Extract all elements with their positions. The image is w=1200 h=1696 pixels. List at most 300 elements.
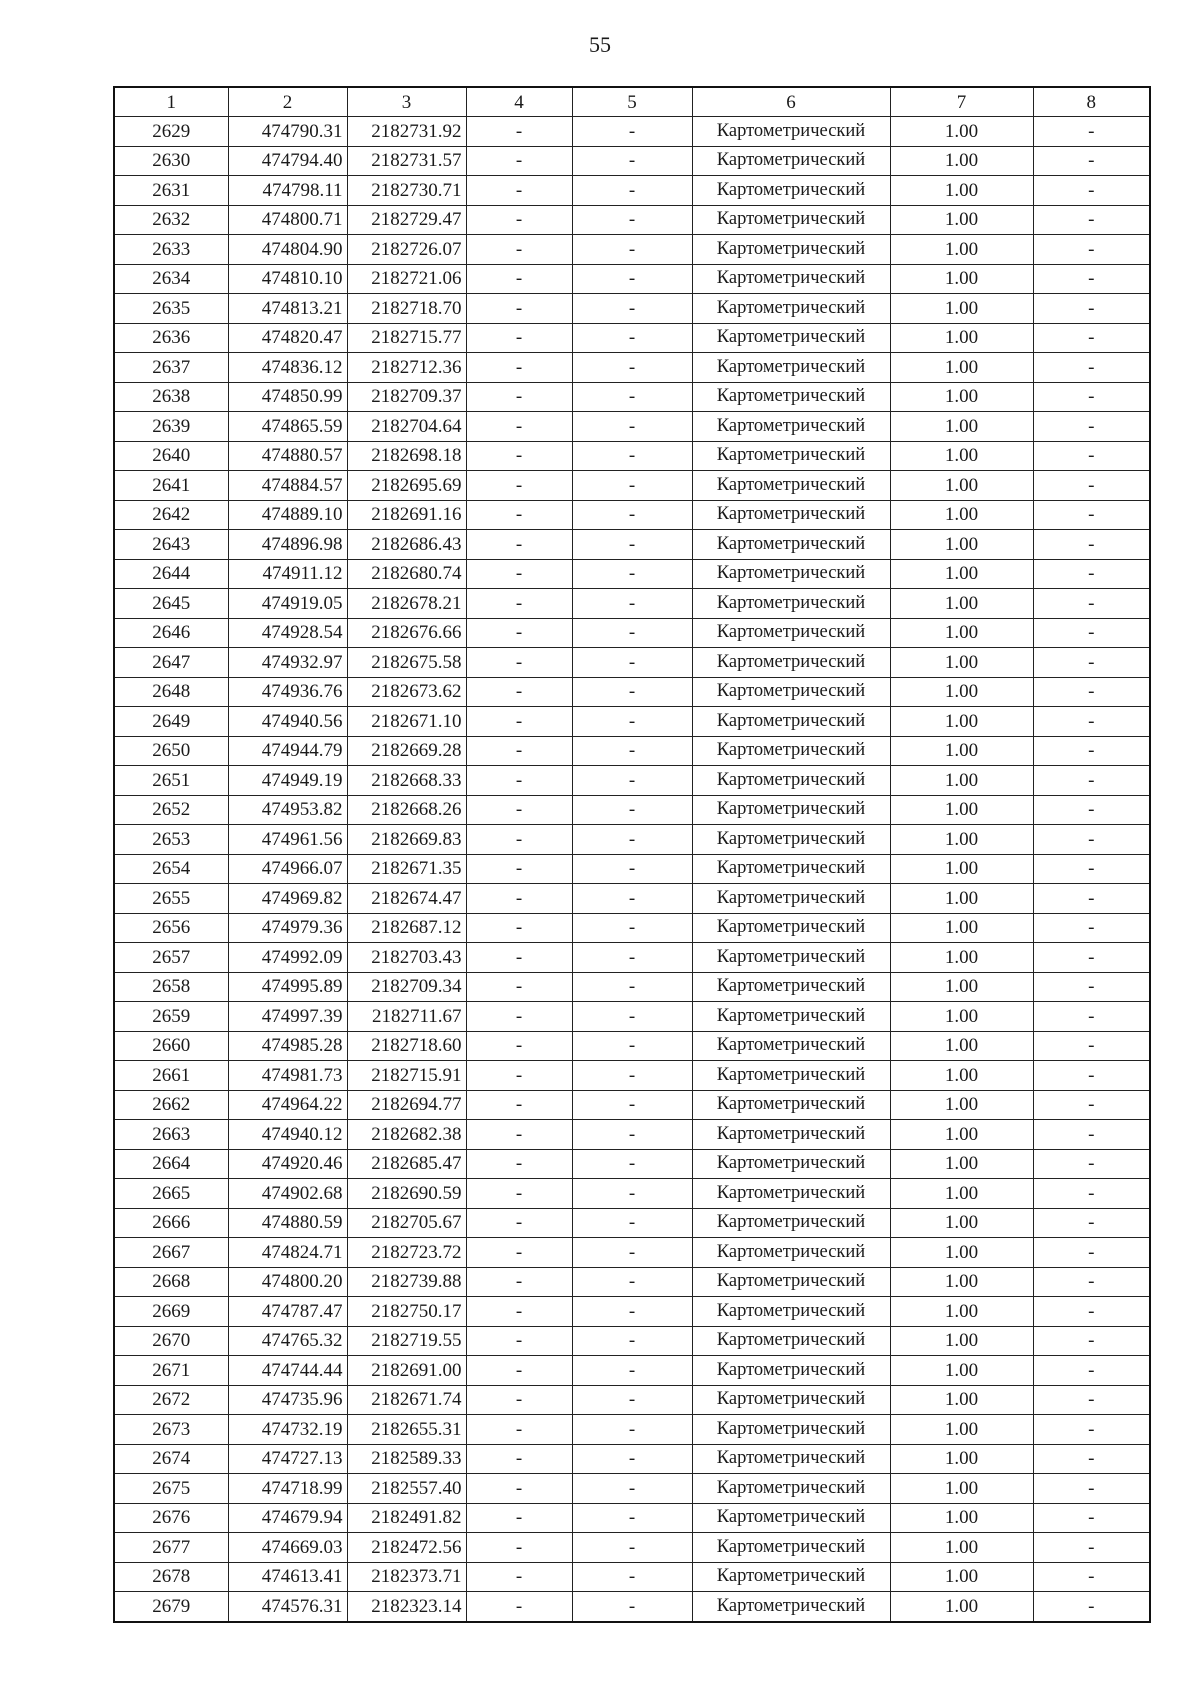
x-coordinate-cell: 474880.59 [228,1208,347,1238]
point-number-cell: 2646 [114,618,228,648]
column-8-cell: - [1033,943,1150,973]
column-8-cell: - [1033,884,1150,914]
accuracy-cell: 1.00 [890,500,1033,530]
method-cell: Картометрический [692,589,890,619]
column-5-cell: - [572,618,692,648]
y-coordinate-cell: 2182491.82 [347,1503,466,1533]
column-5-cell: - [572,117,692,147]
method-cell: Картометрический [692,1061,890,1091]
column-5-cell: - [572,1415,692,1445]
accuracy-cell: 1.00 [890,1120,1033,1150]
method-cell: Картометрический [692,884,890,914]
point-number-cell: 2663 [114,1120,228,1150]
table-row [114,1356,1150,1386]
method-cell: Картометрический [692,323,890,353]
y-coordinate-cell: 2182709.34 [347,972,466,1002]
column-4-cell: - [466,500,572,530]
point-number-cell: 2656 [114,913,228,943]
column-8-cell: - [1033,1179,1150,1209]
column-5-cell: - [572,1267,692,1297]
accuracy-cell: 1.00 [890,412,1033,442]
table-row [114,1562,1150,1592]
table-row [114,884,1150,914]
column-8-cell: - [1033,323,1150,353]
column-5-cell: - [572,766,692,796]
column-5-cell: - [572,707,692,737]
column-4-cell: - [466,1444,572,1474]
column-header: 6 [692,87,890,117]
accuracy-cell: 1.00 [890,1562,1033,1592]
method-cell: Картометрический [692,1238,890,1268]
column-8-cell: - [1033,294,1150,324]
column-8-cell: - [1033,1267,1150,1297]
x-coordinate-cell: 474880.57 [228,441,347,471]
column-4-cell: - [466,146,572,176]
y-coordinate-cell: 2182718.60 [347,1031,466,1061]
column-4-cell: - [466,1533,572,1563]
accuracy-cell: 1.00 [890,1149,1033,1179]
column-4-cell: - [466,943,572,973]
x-coordinate-cell: 474794.40 [228,146,347,176]
accuracy-cell: 1.00 [890,441,1033,471]
point-number-cell: 2634 [114,264,228,294]
coordinates-table [113,86,1151,1623]
accuracy-cell: 1.00 [890,1415,1033,1445]
method-cell: Картометрический [692,1090,890,1120]
y-coordinate-cell: 2182323.14 [347,1592,466,1622]
column-5-cell: - [572,382,692,412]
method-cell: Картометрический [692,943,890,973]
column-5-cell: - [572,1592,692,1622]
column-5-cell: - [572,559,692,589]
y-coordinate-cell: 2182674.47 [347,884,466,914]
column-5-cell: - [572,854,692,884]
x-coordinate-cell: 474679.94 [228,1503,347,1533]
point-number-cell: 2670 [114,1326,228,1356]
point-number-cell: 2657 [114,943,228,973]
column-5-cell: - [572,146,692,176]
point-number-cell: 2654 [114,854,228,884]
column-4-cell: - [466,1179,572,1209]
column-8-cell: - [1033,1061,1150,1091]
x-coordinate-cell: 474981.73 [228,1061,347,1091]
y-coordinate-cell: 2182750.17 [347,1297,466,1327]
y-coordinate-cell: 2182715.91 [347,1061,466,1091]
method-cell: Картометрический [692,707,890,737]
method-cell: Картометрический [692,412,890,442]
y-coordinate-cell: 2182676.66 [347,618,466,648]
column-header: 5 [572,87,692,117]
column-8-cell: - [1033,559,1150,589]
column-5-cell: - [572,412,692,442]
point-number-cell: 2674 [114,1444,228,1474]
column-4-cell: - [466,589,572,619]
column-4-cell: - [466,1297,572,1327]
accuracy-cell: 1.00 [890,795,1033,825]
column-8-cell: - [1033,736,1150,766]
x-coordinate-cell: 474765.32 [228,1326,347,1356]
point-number-cell: 2669 [114,1297,228,1327]
x-coordinate-cell: 474669.03 [228,1533,347,1563]
point-number-cell: 2632 [114,205,228,235]
y-coordinate-cell: 2182731.57 [347,146,466,176]
accuracy-cell: 1.00 [890,677,1033,707]
y-coordinate-cell: 2182557.40 [347,1474,466,1504]
column-8-cell: - [1033,146,1150,176]
column-4-cell: - [466,1149,572,1179]
column-8-cell: - [1033,264,1150,294]
column-4-cell: - [466,1474,572,1504]
method-cell: Картометрический [692,972,890,1002]
y-coordinate-cell: 2182373.71 [347,1562,466,1592]
column-header: 4 [466,87,572,117]
accuracy-cell: 1.00 [890,854,1033,884]
column-5-cell: - [572,1002,692,1032]
point-number-cell: 2677 [114,1533,228,1563]
x-coordinate-cell: 474902.68 [228,1179,347,1209]
x-coordinate-cell: 474964.22 [228,1090,347,1120]
column-8-cell: - [1033,795,1150,825]
point-number-cell: 2661 [114,1061,228,1091]
column-8-cell: - [1033,117,1150,147]
table-row [114,323,1150,353]
y-coordinate-cell: 2182589.33 [347,1444,466,1474]
table-row [114,117,1150,147]
column-5-cell: - [572,1031,692,1061]
table-row [114,1267,1150,1297]
y-coordinate-cell: 2182731.92 [347,117,466,147]
y-coordinate-cell: 2182673.62 [347,677,466,707]
column-5-cell: - [572,943,692,973]
table-row [114,1031,1150,1061]
method-cell: Картометрический [692,1592,890,1622]
table-row [114,441,1150,471]
column-4-cell: - [466,1503,572,1533]
table-row [114,235,1150,265]
column-4-cell: - [466,264,572,294]
method-cell: Картометрический [692,1503,890,1533]
accuracy-cell: 1.00 [890,1002,1033,1032]
accuracy-cell: 1.00 [890,707,1033,737]
point-number-cell: 2655 [114,884,228,914]
point-number-cell: 2651 [114,766,228,796]
column-8-cell: - [1033,205,1150,235]
column-4-cell: - [466,1356,572,1386]
column-header: 2 [228,87,347,117]
column-header: 1 [114,87,228,117]
column-4-cell: - [466,382,572,412]
y-coordinate-cell: 2182730.71 [347,176,466,206]
column-8-cell: - [1033,648,1150,678]
method-cell: Картометрический [692,1179,890,1209]
column-5-cell: - [572,176,692,206]
point-number-cell: 2640 [114,441,228,471]
accuracy-cell: 1.00 [890,1061,1033,1091]
column-5-cell: - [572,264,692,294]
y-coordinate-cell: 2182712.36 [347,353,466,383]
method-cell: Картометрический [692,353,890,383]
x-coordinate-cell: 474889.10 [228,500,347,530]
method-cell: Картометрический [692,500,890,530]
column-8-cell: - [1033,1297,1150,1327]
accuracy-cell: 1.00 [890,1503,1033,1533]
method-cell: Картометрический [692,1149,890,1179]
table-row [114,707,1150,737]
table-row [114,618,1150,648]
column-8-cell: - [1033,1415,1150,1445]
column-5-cell: - [572,294,692,324]
table-row [114,294,1150,324]
accuracy-cell: 1.00 [890,1592,1033,1622]
column-8-cell: - [1033,1208,1150,1238]
accuracy-cell: 1.00 [890,294,1033,324]
y-coordinate-cell: 2182715.77 [347,323,466,353]
column-5-cell: - [572,972,692,1002]
x-coordinate-cell: 474944.79 [228,736,347,766]
column-5-cell: - [572,1061,692,1091]
column-4-cell: - [466,707,572,737]
method-cell: Картометрический [692,1385,890,1415]
x-coordinate-cell: 474997.39 [228,1002,347,1032]
point-number-cell: 2676 [114,1503,228,1533]
column-4-cell: - [466,1326,572,1356]
method-cell: Картометрический [692,1415,890,1445]
table-row [114,854,1150,884]
table-row [114,1474,1150,1504]
method-cell: Картометрический [692,825,890,855]
column-4-cell: - [466,677,572,707]
column-8-cell: - [1033,825,1150,855]
table-row [114,766,1150,796]
table-row [114,943,1150,973]
column-8-cell: - [1033,1120,1150,1150]
column-8-cell: - [1033,1385,1150,1415]
column-4-cell: - [466,1562,572,1592]
column-4-cell: - [466,235,572,265]
y-coordinate-cell: 2182726.07 [347,235,466,265]
point-number-cell: 2638 [114,382,228,412]
column-8-cell: - [1033,1562,1150,1592]
column-8-cell: - [1033,1090,1150,1120]
x-coordinate-cell: 474961.56 [228,825,347,855]
column-4-cell: - [466,618,572,648]
column-5-cell: - [572,1356,692,1386]
accuracy-cell: 1.00 [890,323,1033,353]
table-row [114,559,1150,589]
accuracy-cell: 1.00 [890,618,1033,648]
point-number-cell: 2673 [114,1415,228,1445]
y-coordinate-cell: 2182698.18 [347,441,466,471]
y-coordinate-cell: 2182655.31 [347,1415,466,1445]
accuracy-cell: 1.00 [890,353,1033,383]
method-cell: Картометрический [692,1297,890,1327]
table-row [114,1179,1150,1209]
column-4-cell: - [466,117,572,147]
accuracy-cell: 1.00 [890,1444,1033,1474]
column-8-cell: - [1033,854,1150,884]
column-5-cell: - [572,1326,692,1356]
table-row [114,1120,1150,1150]
column-8-cell: - [1033,707,1150,737]
table-row [114,736,1150,766]
point-number-cell: 2645 [114,589,228,619]
column-5-cell: - [572,1090,692,1120]
accuracy-cell: 1.00 [890,1031,1033,1061]
accuracy-cell: 1.00 [890,736,1033,766]
x-coordinate-cell: 474790.31 [228,117,347,147]
column-8-cell: - [1033,766,1150,796]
accuracy-cell: 1.00 [890,117,1033,147]
accuracy-cell: 1.00 [890,1474,1033,1504]
y-coordinate-cell: 2182705.67 [347,1208,466,1238]
y-coordinate-cell: 2182703.43 [347,943,466,973]
table-row [114,471,1150,501]
point-number-cell: 2635 [114,294,228,324]
accuracy-cell: 1.00 [890,146,1033,176]
x-coordinate-cell: 474911.12 [228,559,347,589]
accuracy-cell: 1.00 [890,825,1033,855]
x-coordinate-cell: 474836.12 [228,353,347,383]
column-8-cell: - [1033,1356,1150,1386]
accuracy-cell: 1.00 [890,559,1033,589]
table-row [114,913,1150,943]
method-cell: Картометрический [692,1444,890,1474]
method-cell: Картометрический [692,913,890,943]
accuracy-cell: 1.00 [890,766,1033,796]
column-4-cell: - [466,1267,572,1297]
column-5-cell: - [572,1385,692,1415]
table-row [114,382,1150,412]
y-coordinate-cell: 2182671.10 [347,707,466,737]
column-4-cell: - [466,766,572,796]
column-8-cell: - [1033,913,1150,943]
column-5-cell: - [572,471,692,501]
column-4-cell: - [466,205,572,235]
x-coordinate-cell: 474896.98 [228,530,347,560]
x-coordinate-cell: 474798.11 [228,176,347,206]
point-number-cell: 2679 [114,1592,228,1622]
column-4-cell: - [466,884,572,914]
point-number-cell: 2664 [114,1149,228,1179]
accuracy-cell: 1.00 [890,972,1033,1002]
column-4-cell: - [466,1061,572,1091]
point-number-cell: 2659 [114,1002,228,1032]
method-cell: Картометрический [692,736,890,766]
method-cell: Картометрический [692,530,890,560]
point-number-cell: 2639 [114,412,228,442]
table-row [114,677,1150,707]
column-8-cell: - [1033,441,1150,471]
column-5-cell: - [572,648,692,678]
x-coordinate-cell: 474850.99 [228,382,347,412]
point-number-cell: 2641 [114,471,228,501]
point-number-cell: 2672 [114,1385,228,1415]
accuracy-cell: 1.00 [890,382,1033,412]
x-coordinate-cell: 474920.46 [228,1149,347,1179]
accuracy-cell: 1.00 [890,264,1033,294]
point-number-cell: 2630 [114,146,228,176]
x-coordinate-cell: 474940.56 [228,707,347,737]
point-number-cell: 2658 [114,972,228,1002]
method-cell: Картометрический [692,176,890,206]
accuracy-cell: 1.00 [890,471,1033,501]
point-number-cell: 2667 [114,1238,228,1268]
column-5-cell: - [572,1179,692,1209]
column-5-cell: - [572,589,692,619]
column-header: 7 [890,87,1033,117]
column-8-cell: - [1033,471,1150,501]
table-row [114,1444,1150,1474]
point-number-cell: 2675 [114,1474,228,1504]
x-coordinate-cell: 474919.05 [228,589,347,619]
point-number-cell: 2668 [114,1267,228,1297]
column-8-cell: - [1033,1149,1150,1179]
method-cell: Картометрический [692,235,890,265]
method-cell: Картометрический [692,618,890,648]
column-8-cell: - [1033,412,1150,442]
column-5-cell: - [572,1238,692,1268]
method-cell: Картометрический [692,1267,890,1297]
accuracy-cell: 1.00 [890,205,1033,235]
accuracy-cell: 1.00 [890,1179,1033,1209]
column-5-cell: - [572,913,692,943]
x-coordinate-cell: 474953.82 [228,795,347,825]
column-4-cell: - [466,795,572,825]
column-4-cell: - [466,736,572,766]
accuracy-cell: 1.00 [890,1208,1033,1238]
x-coordinate-cell: 474813.21 [228,294,347,324]
column-4-cell: - [466,1002,572,1032]
accuracy-cell: 1.00 [890,1090,1033,1120]
y-coordinate-cell: 2182685.47 [347,1149,466,1179]
y-coordinate-cell: 2182671.74 [347,1385,466,1415]
x-coordinate-cell: 474576.31 [228,1592,347,1622]
accuracy-cell: 1.00 [890,913,1033,943]
point-number-cell: 2662 [114,1090,228,1120]
accuracy-cell: 1.00 [890,1533,1033,1563]
column-4-cell: - [466,294,572,324]
table-row [114,1208,1150,1238]
y-coordinate-cell: 2182675.58 [347,648,466,678]
y-coordinate-cell: 2182704.64 [347,412,466,442]
column-5-cell: - [572,677,692,707]
accuracy-cell: 1.00 [890,1385,1033,1415]
x-coordinate-cell: 474992.09 [228,943,347,973]
y-coordinate-cell: 2182690.59 [347,1179,466,1209]
x-coordinate-cell: 474969.82 [228,884,347,914]
header-row [114,87,1150,117]
y-coordinate-cell: 2182695.69 [347,471,466,501]
table-header [114,87,1150,117]
column-8-cell: - [1033,1533,1150,1563]
accuracy-cell: 1.00 [890,943,1033,973]
column-8-cell: - [1033,1444,1150,1474]
column-5-cell: - [572,1297,692,1327]
point-number-cell: 2647 [114,648,228,678]
accuracy-cell: 1.00 [890,1326,1033,1356]
method-cell: Картометрический [692,264,890,294]
table-row [114,176,1150,206]
x-coordinate-cell: 474884.57 [228,471,347,501]
table-row [114,972,1150,1002]
column-5-cell: - [572,884,692,914]
point-number-cell: 2671 [114,1356,228,1386]
table-row [114,1503,1150,1533]
table-row [114,264,1150,294]
y-coordinate-cell: 2182669.28 [347,736,466,766]
method-cell: Картометрический [692,854,890,884]
column-5-cell: - [572,205,692,235]
